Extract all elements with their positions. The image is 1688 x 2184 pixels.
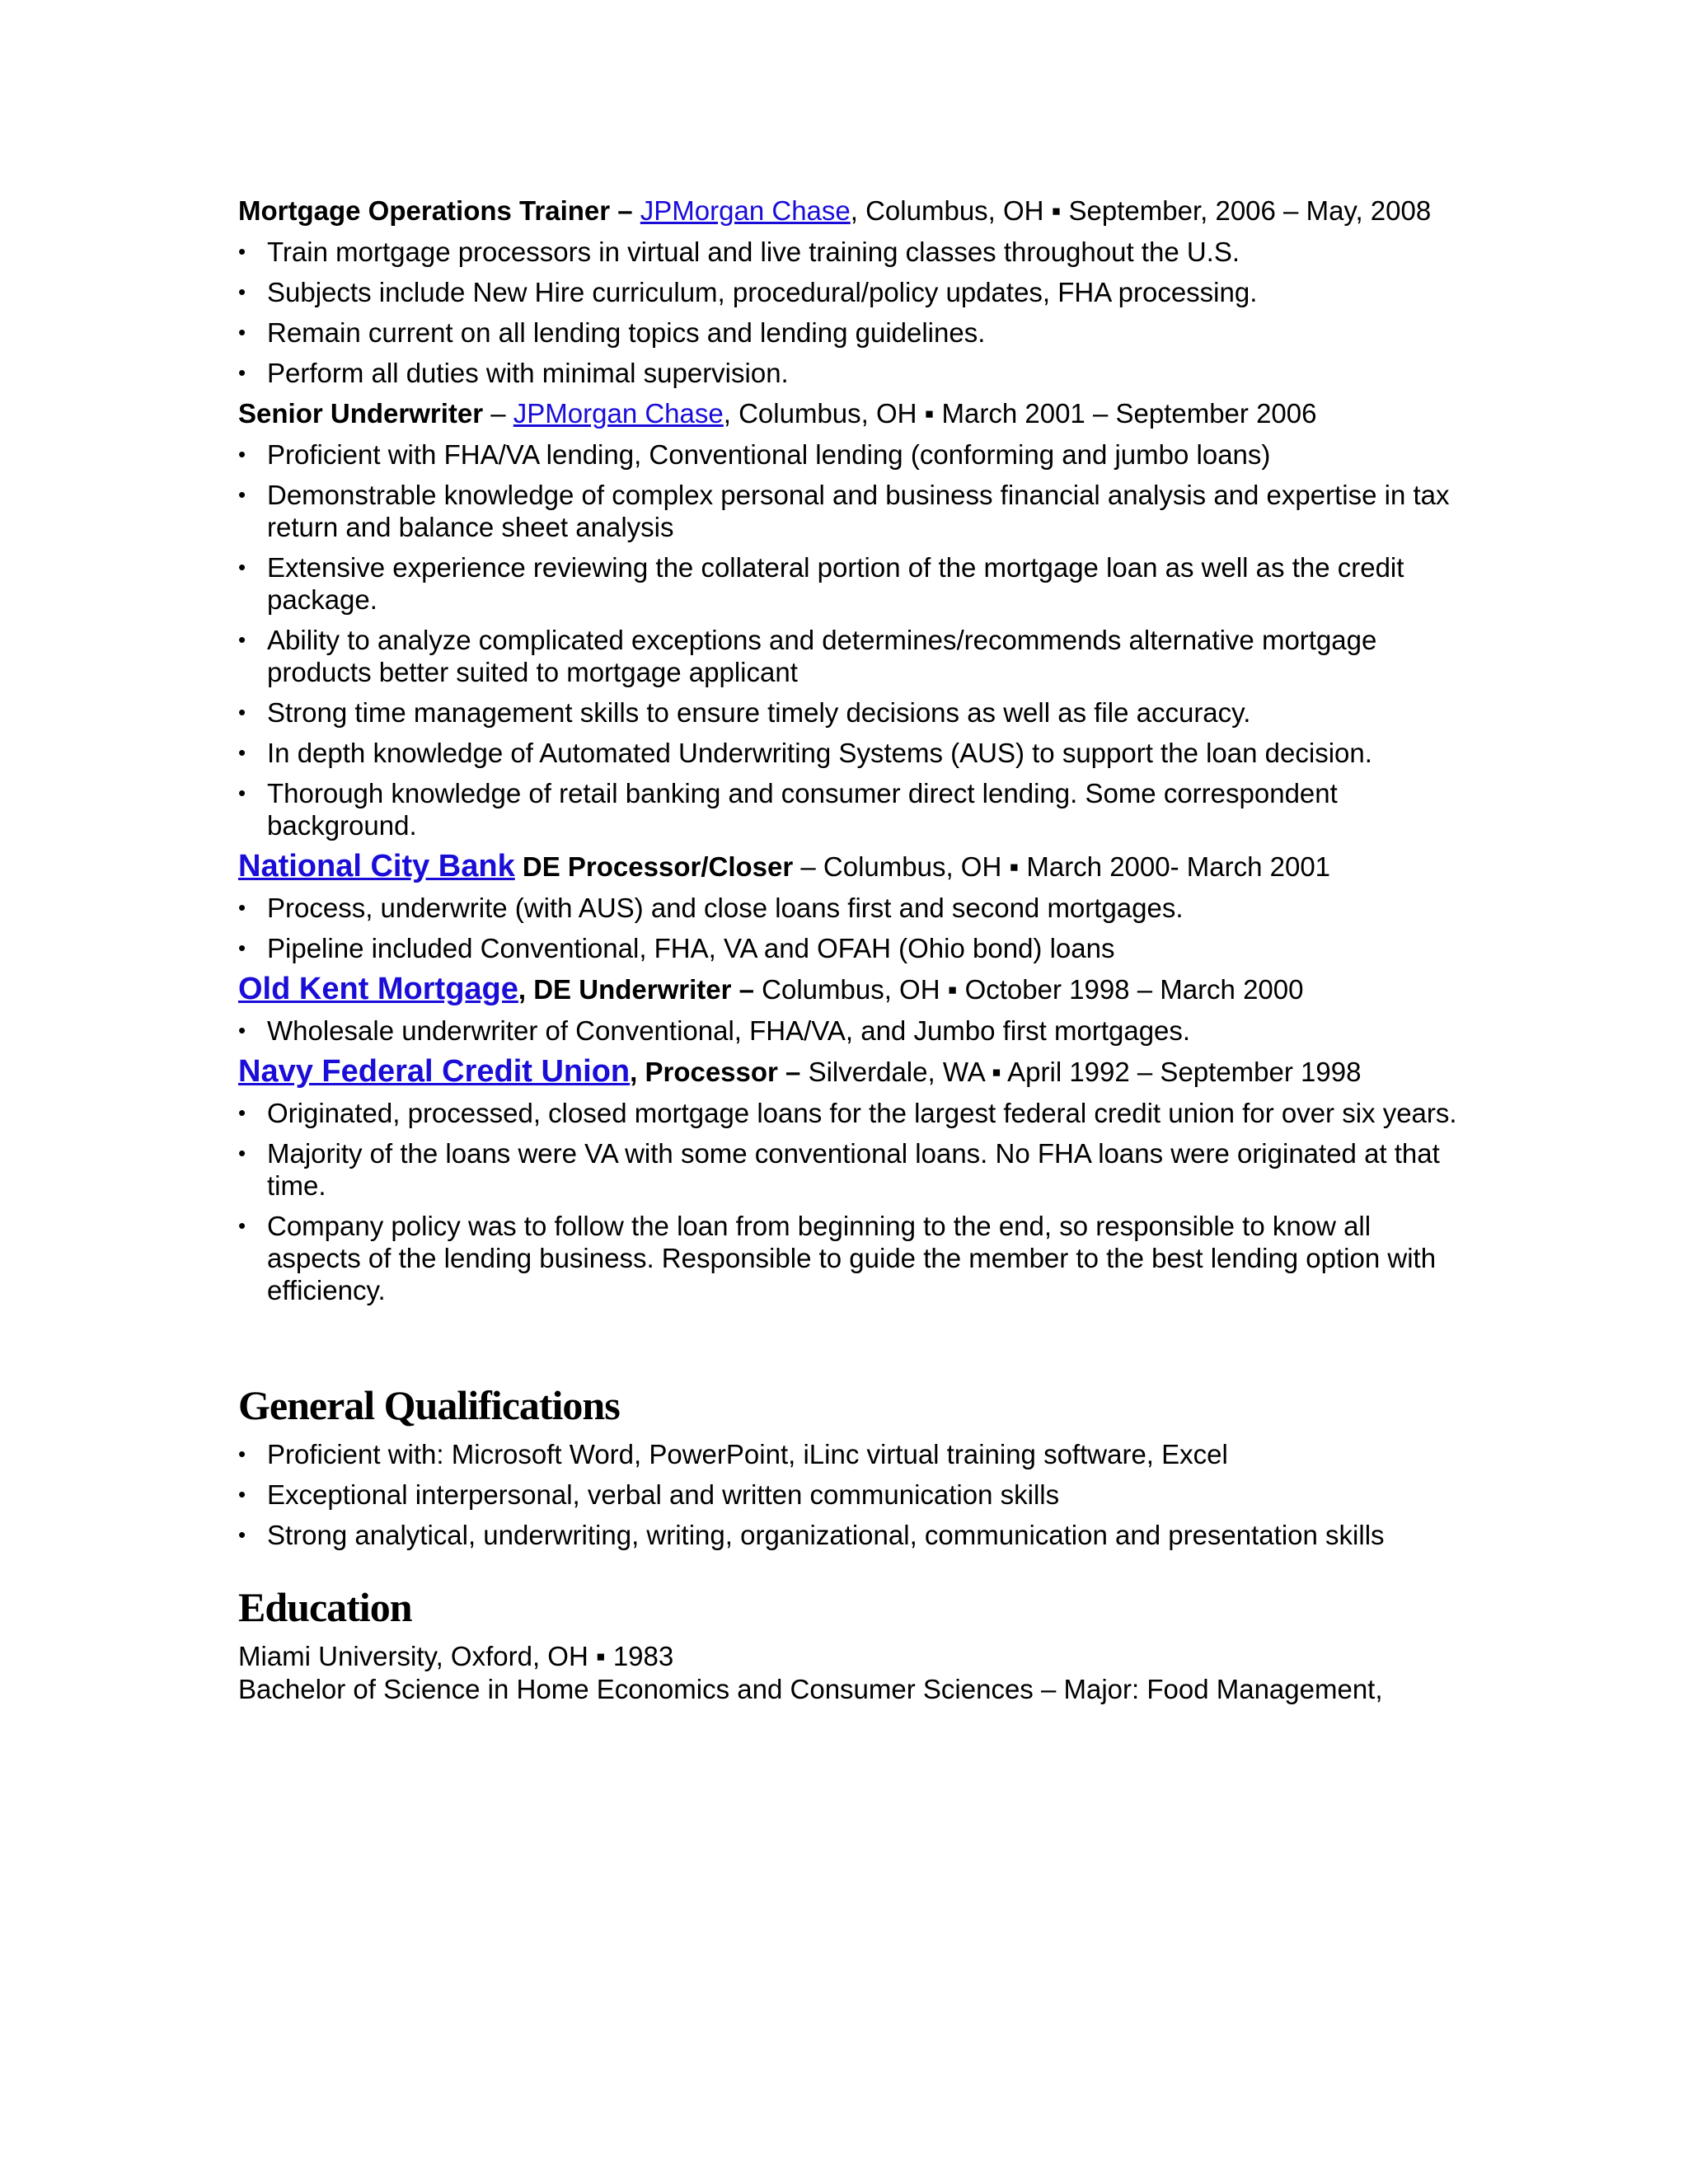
job-title: , DE Underwriter – [518,974,754,1005]
job-location-dates: – Columbus, OH ▪ March 2000- March 2001 [793,851,1331,882]
list-item: • Ability to analyze complicated exceptions and determines/recommends alternative mortgage products better suited to mortgage applicant [238,624,1458,688]
job-header [238,1055,1458,1089]
job-location-dates: , Columbus, OH ▪ March 2001 – September 2006 [723,398,1317,429]
job-bullets [238,438,1458,841]
resume-content [238,194,1458,1706]
qualifications-section [238,1380,1458,1551]
job-header [238,397,1458,430]
job-bullets [238,236,1458,389]
job-title-separator: – [483,398,513,429]
list-item: • Process, underwrite (with AUS) and close loans first and second mortgages. [238,892,1458,924]
list-item: • Demonstrable knowledge of complex personal and business financial analysis and expertise in tax return and balance sheet analysis [238,479,1458,543]
list-item: • Wholesale underwriter of Conventional, FHA/VA, and Jumbo first mortgages. [238,1015,1458,1047]
list-item: • Strong time management skills to ensure timely decisions as well as file accuracy. [238,696,1458,729]
company-link[interactable]: Navy Federal Credit Union [238,1054,631,1089]
job-location-dates: , Columbus, OH ▪ September, 2006 – May, 2008 [850,195,1432,226]
job-title-separator: – [610,195,640,226]
list-item: • Originated, processed, closed mortgage loans for the largest federal credit union for over six years. [238,1097,1458,1129]
list-item: • Remain current on all lending topics and lending guidelines. [238,316,1458,349]
company-link[interactable]: JPMorgan Chase [640,195,851,226]
job-title: Mortgage Operations Trainer [238,195,611,226]
section-title: Education [238,1584,412,1630]
job-bullets [238,1015,1458,1047]
company-link[interactable]: Old Kent Mortgage [238,972,518,1006]
list-item: • Thorough knowledge of retail banking and consumer direct lending. Some correspondent background. [238,777,1458,841]
list-item: • In depth knowledge of Automated Underwriting Systems (AUS) to support the loan decision. [238,737,1458,769]
job-header [238,972,1458,1006]
company-link[interactable]: National City Bank [238,849,515,883]
job-header [238,194,1458,227]
list-item: • Subjects include New Hire curriculum, procedural/policy updates, FHA processing. [238,276,1458,308]
job-title: Senior Underwriter [238,398,484,429]
education-section [238,1582,1458,1706]
list-item: • Proficient with FHA/VA lending, Conventional lending (conforming and jumbo loans) [238,438,1458,471]
job-location-dates: Columbus, OH ▪ October 1998 – March 2000 [753,974,1304,1005]
job-entry [238,972,1458,1047]
list-item: • Train mortgage processors in virtual and live training classes throughout the U.S. [238,236,1458,268]
list-item: • Majority of the loans were VA with some conventional loans. No FHA loans were originated at that time. [238,1137,1458,1202]
list-item: • Perform all duties with minimal supervision. [238,357,1458,389]
job-entry [238,1055,1458,1306]
education-degree: Bachelor of Science in Home Economics and Consumer Sciences – Major: Food Management, [238,1674,1383,1704]
job-bullets [238,1097,1458,1306]
list-item: • Proficient with: Microsoft Word, PowerPoint, iLinc virtual training software, Excel [238,1438,1458,1470]
list-item: • Company policy was to follow the loan from beginning to the end, so responsible to know all aspects of the lending business. Responsible to guide the member to the best lending option with efficiency. [238,1210,1458,1306]
job-entry [238,194,1458,389]
qualifications-bullets [238,1438,1458,1551]
job-entry [238,850,1458,964]
list-item: • Strong analytical, underwriting, writing, organizational, communication and presentation skills [238,1519,1458,1551]
job-bullets [238,892,1458,964]
job-header [238,850,1458,883]
education-school: Miami University, Oxford, OH ▪ 1983 [238,1641,674,1671]
list-item: • Exceptional interpersonal, verbal and written communication skills [238,1479,1458,1511]
list-item: • Pipeline included Conventional, FHA, VA and OFAH (Ohio bond) loans [238,932,1458,964]
section-title: General Qualifications [238,1382,620,1428]
job-title: , Processor – [630,1057,801,1087]
company-link[interactable]: JPMorgan Chase [513,398,724,429]
job-entry [238,397,1458,841]
job-title: DE Processor/Closer [514,851,794,882]
list-item: • Extensive experience reviewing the collateral portion of the mortgage loan as well as the credit package. [238,551,1458,616]
job-location-dates: Silverdale, WA ▪ April 1992 – September 1998 [800,1057,1362,1087]
